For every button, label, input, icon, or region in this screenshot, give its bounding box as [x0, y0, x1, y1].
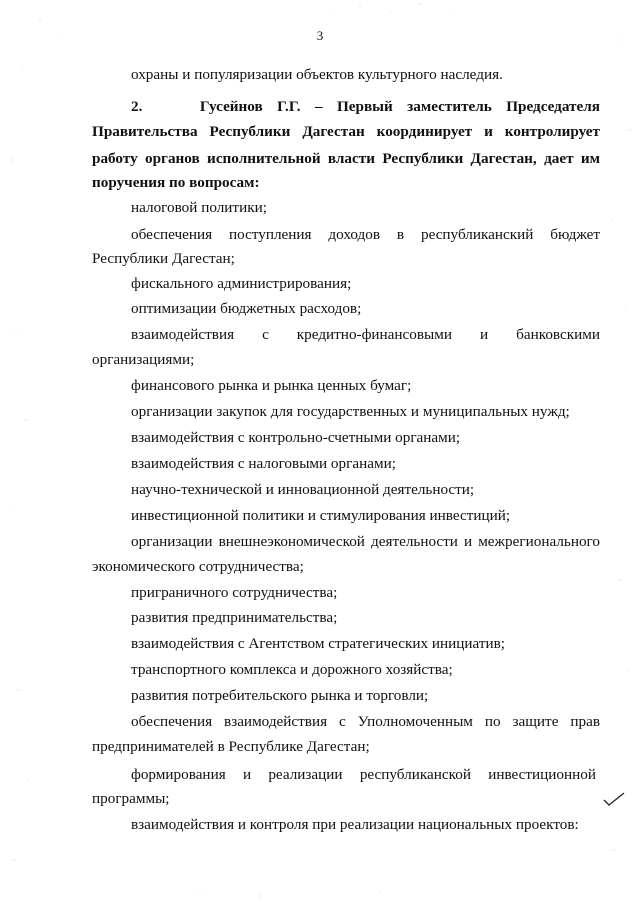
text-line-4: работу органов исполнительной власти Республики Дагестан, дает им [92, 150, 600, 167]
list-item: организации внешнеэкономической деятельности и межрегионального [131, 533, 600, 550]
list-item-continuation: программы; [92, 790, 170, 807]
page-number: 3 [316, 28, 324, 43]
list-item: оптимизации бюджетных расходов; [131, 300, 362, 317]
list-item: взаимодействия с Агентством стратегических инициатив; [131, 635, 506, 652]
list-item: организации закупок для государственных и муниципальных нужд; [131, 403, 570, 420]
list-item: финансового рынка и рынка ценных бумаг; [131, 377, 412, 394]
text-line-1: охраны и популяризации объектов культурного наследия. [131, 66, 503, 83]
list-item: приграничного сотрудничества; [131, 584, 338, 601]
list-item: взаимодействия с кредитно-финансовыми и банковскими [131, 326, 600, 343]
list-item: налоговой политики; [131, 199, 267, 216]
list-item: транспортного комплекса и дорожного хозяйства; [131, 661, 453, 678]
list-item: формирования и реализации республиканской инвестиционной [131, 766, 596, 783]
list-item: взаимодействия с контрольно-счетными органами; [131, 429, 461, 446]
list-item: взаимодействия и контроля при реализации национальных проектов: [131, 816, 579, 833]
text-line-5: поручения по вопросам: [92, 174, 260, 191]
list-item: обеспечения поступления доходов в республиканский бюджет [131, 226, 600, 243]
list-item-continuation: Республики Дагестан; [92, 250, 235, 267]
list-item-continuation: предпринимателей в Республике Дагестан; [92, 738, 370, 755]
list-item-continuation: экономического сотрудничества; [92, 558, 304, 575]
list-item: взаимодействия с налоговыми органами; [131, 455, 396, 472]
list-item: научно-технической и инновационной деятельности; [131, 481, 475, 498]
list-item: развития предпринимательства; [131, 609, 338, 626]
list-item-continuation: организациями; [92, 351, 195, 368]
text-line-3: Правительства Республики Дагестан координирует и контролирует [92, 123, 600, 140]
list-item: обеспечения взаимодействия с Уполномоченным по защите прав [131, 713, 600, 730]
list-item: развития потребительского рынка и торговли; [131, 687, 429, 704]
list-item: фискального администрирования; [131, 275, 352, 292]
list-item: инвестиционной политики и стимулирования инвестиций; [131, 507, 511, 524]
section-heading: 2. Гусейнов Г.Г. – Первый заместитель Председателя [131, 98, 600, 115]
